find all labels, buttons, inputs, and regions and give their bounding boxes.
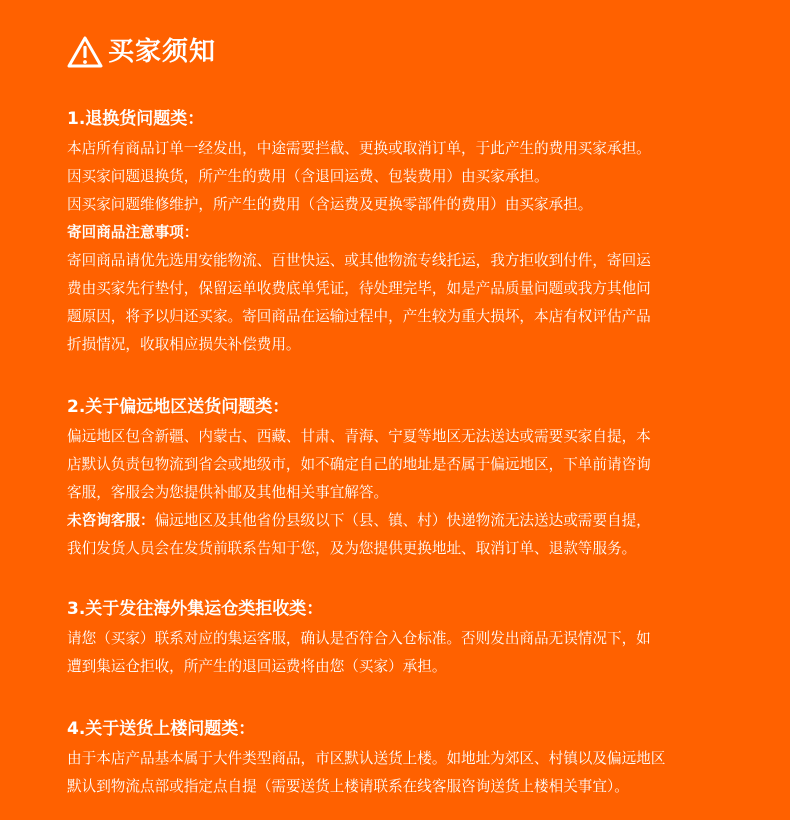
text-line: 客服，客服会为您提供补邮及其他相关事宜解答。 bbox=[67, 484, 389, 501]
inline-text: 偏远地区及其他省份县级以下（县、镇、村）快递物流无法送达或需要自提， bbox=[154, 512, 651, 529]
warning-triangle-icon bbox=[66, 35, 104, 69]
section-title: 3.关于发往海外集运仓类拒收类： bbox=[67, 599, 324, 619]
section-returns bbox=[67, 108, 747, 359]
subsection-title: 寄回商品注意事项： bbox=[67, 224, 199, 241]
text-line: 寄回商品请优先选用安能物流、百世快运、或其他物流专线托运，我方拒收到付件，寄回运 bbox=[67, 252, 651, 269]
inline-label: 未咨询客服： bbox=[67, 512, 155, 529]
section-title: 4.关于送货上楼问题类： bbox=[67, 719, 256, 739]
text-line: 偏远地区包含新疆、内蒙古、西藏、甘肃、青海、宁夏等地区无法送达或需要买家自提，本 bbox=[67, 428, 651, 445]
text-line: 因买家问题退换货，所产生的费用（含退回运费、包装费用）由买家承担。 bbox=[67, 168, 549, 185]
text-line: 店默认负责包物流到省会或地级市，如不确定自己的地址是否属于偏远地区，下单前请咨询 bbox=[67, 456, 651, 473]
text-line: 费由买家先行垫付，保留运单收费底单凭证，待处理完毕，如是产品质量问题或我方其他问 bbox=[67, 280, 651, 297]
text-line: 遭到集运仓拒收，所产生的退回运费将由您（买家）承担。 bbox=[67, 658, 447, 675]
text-line: 折损情况，收取相应损失补偿费用。 bbox=[67, 336, 301, 353]
text-line: 请您（买家）联系对应的集运客服，确认是否符合入仓标准。否则发出商品无误情况下，如 bbox=[67, 630, 651, 647]
text-line: 由于本店产品基本属于大件类型商品，市区默认送货上楼。如地址为郊区、村镇以及偏远地区 bbox=[67, 750, 666, 767]
section-title: 2.关于偏远地区送货问题类： bbox=[67, 397, 290, 417]
section-overseas-warehouse bbox=[67, 598, 747, 681]
text-line: 因买家问题维修维护，所产生的费用（含运费及更换零部件的费用）由买家承担。 bbox=[67, 196, 593, 213]
section-upstairs-delivery bbox=[67, 718, 747, 801]
text-line: 我们发货人员会在发货前联系告知于您，及为您提供更换地址、取消订单、退款等服务。 bbox=[67, 540, 637, 557]
header bbox=[66, 34, 216, 70]
section-remote-areas bbox=[67, 396, 747, 563]
page-title: 买家须知 bbox=[108, 37, 217, 67]
section-title: 1.退换货问题类： bbox=[67, 109, 205, 129]
text-line: 题原因，将予以归还买家。寄回商品在运输过程中，产生较为重大损坏，本店有权评估产品 bbox=[67, 308, 651, 325]
text-line bbox=[67, 507, 747, 535]
text-line: 本店所有商品订单一经发出，中途需要拦截、更换或取消订单，于此产生的费用买家承担。 bbox=[67, 140, 651, 157]
text-line: 默认到物流点部或指定点自提（需要送货上楼请联系在线客服咨询送货上楼相关事宜）。 bbox=[67, 778, 629, 795]
